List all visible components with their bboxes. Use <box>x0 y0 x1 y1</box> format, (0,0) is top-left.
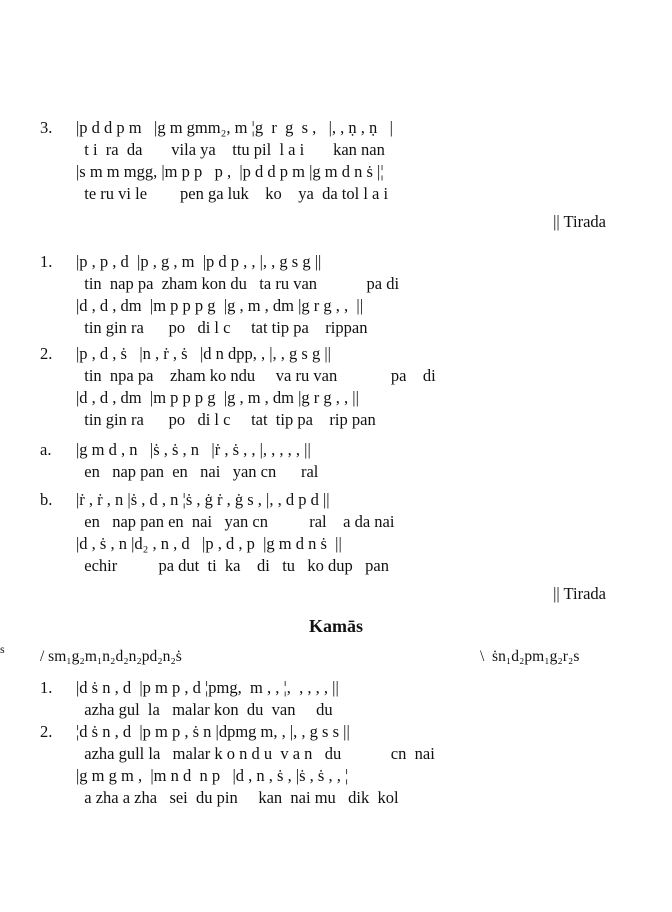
lyrics-line: echir pa dut ti ka di tu ko dup pan <box>76 556 389 575</box>
notation-line: |g m g m , |m n d n p |d , n , ṡ , |ṡ , ṡ , , ¦ <box>76 766 349 785</box>
verse-number: 1. <box>40 252 53 271</box>
lyrics-line: en nap pan en nai yan cn ral <box>76 462 319 481</box>
lyrics-line: tin npa pa zham ko ndu va ru van pa di <box>76 366 436 385</box>
verse-number: 3. <box>40 118 53 137</box>
verse-number: 2. <box>40 344 53 363</box>
notation-line: |p d d p m |g m gmm₂, m ¦g r g s , |, , ṇ , ṇ | <box>76 118 393 137</box>
notation-line: |s m m mgg, |m p p p , |p d d p m |g m d n ṡ |¦ <box>76 162 384 181</box>
notation-line: |d ṡ n , d |p m p , d ¦pmg, m , , ¦, , , , , || <box>76 678 339 697</box>
verse-number: b. <box>40 490 53 509</box>
arohana-scale: / sm₁g₂m₁n₂d₂n₂pd₂n₂ṡ <box>40 648 182 665</box>
notation-line: |d , d , dm |m p p p g |g , m , dm |g r g , , || <box>76 296 364 315</box>
lyrics-line: en nap pan en nai yan cn ral a da nai <box>76 512 395 531</box>
notation-line: |p , p , d |p , g , m |p d p , , |, , g s g || <box>76 252 322 271</box>
notation-line: |d , d , dm |m p p p g |g , m , dm |g r g , , || <box>76 388 359 407</box>
lyrics-line: tin gin ra po di l c tat tip pa rippan <box>76 318 368 337</box>
notation-line: |ṙ , ṙ , n |ṡ , d , n ¦ṡ , ġ ṙ , ġ s , |, , d p d || <box>76 490 330 509</box>
tirada-marker: || Tirada <box>553 584 606 603</box>
lyrics-line: tin gin ra po di l c tat tip pa rip pan <box>76 410 376 429</box>
lyrics-line: azha gul la malar kon du van du <box>76 700 333 719</box>
notation-line: |d , ṡ , n |d₂ , n , d |p , d , p |g m d n ṡ || <box>76 534 342 553</box>
notation-line: ¦d ṡ n , d |p m p , ṡ n |dpmg m, , |, , g s s || <box>76 722 350 741</box>
notation-line: |g m d , n |ṡ , ṡ , n |ṙ , ṡ , , |, , , , , || <box>76 440 311 459</box>
section-heading: Kamās <box>309 616 363 636</box>
verse-number: 2. <box>40 722 53 741</box>
lyrics-line: tin nap pa zham kon du ta ru van pa di <box>76 274 400 293</box>
lyrics-line: azha gull la malar k o n d u v a n du cn nai <box>76 744 435 763</box>
margin-mark: s <box>0 642 5 656</box>
lyrics-line: te ru vi le pen ga luk ko ya da tol l a i <box>76 184 389 203</box>
avarohana-scale: \ ṡn₁d₂pm₁g₂r₂s <box>480 648 580 665</box>
verse-number: 1. <box>40 678 53 697</box>
notation-line: |p , d , ṡ |n , ṙ , ṡ |d n dpp, , |, , g s g || <box>76 344 331 363</box>
lyrics-line: a zha a zha sei du pin kan nai mu dik kol <box>76 788 399 807</box>
tirada-marker: || Tirada <box>553 212 606 231</box>
lyrics-line: t i ra da vila ya ttu pil l a i kan nan <box>76 140 385 159</box>
verse-number: a. <box>40 440 52 459</box>
